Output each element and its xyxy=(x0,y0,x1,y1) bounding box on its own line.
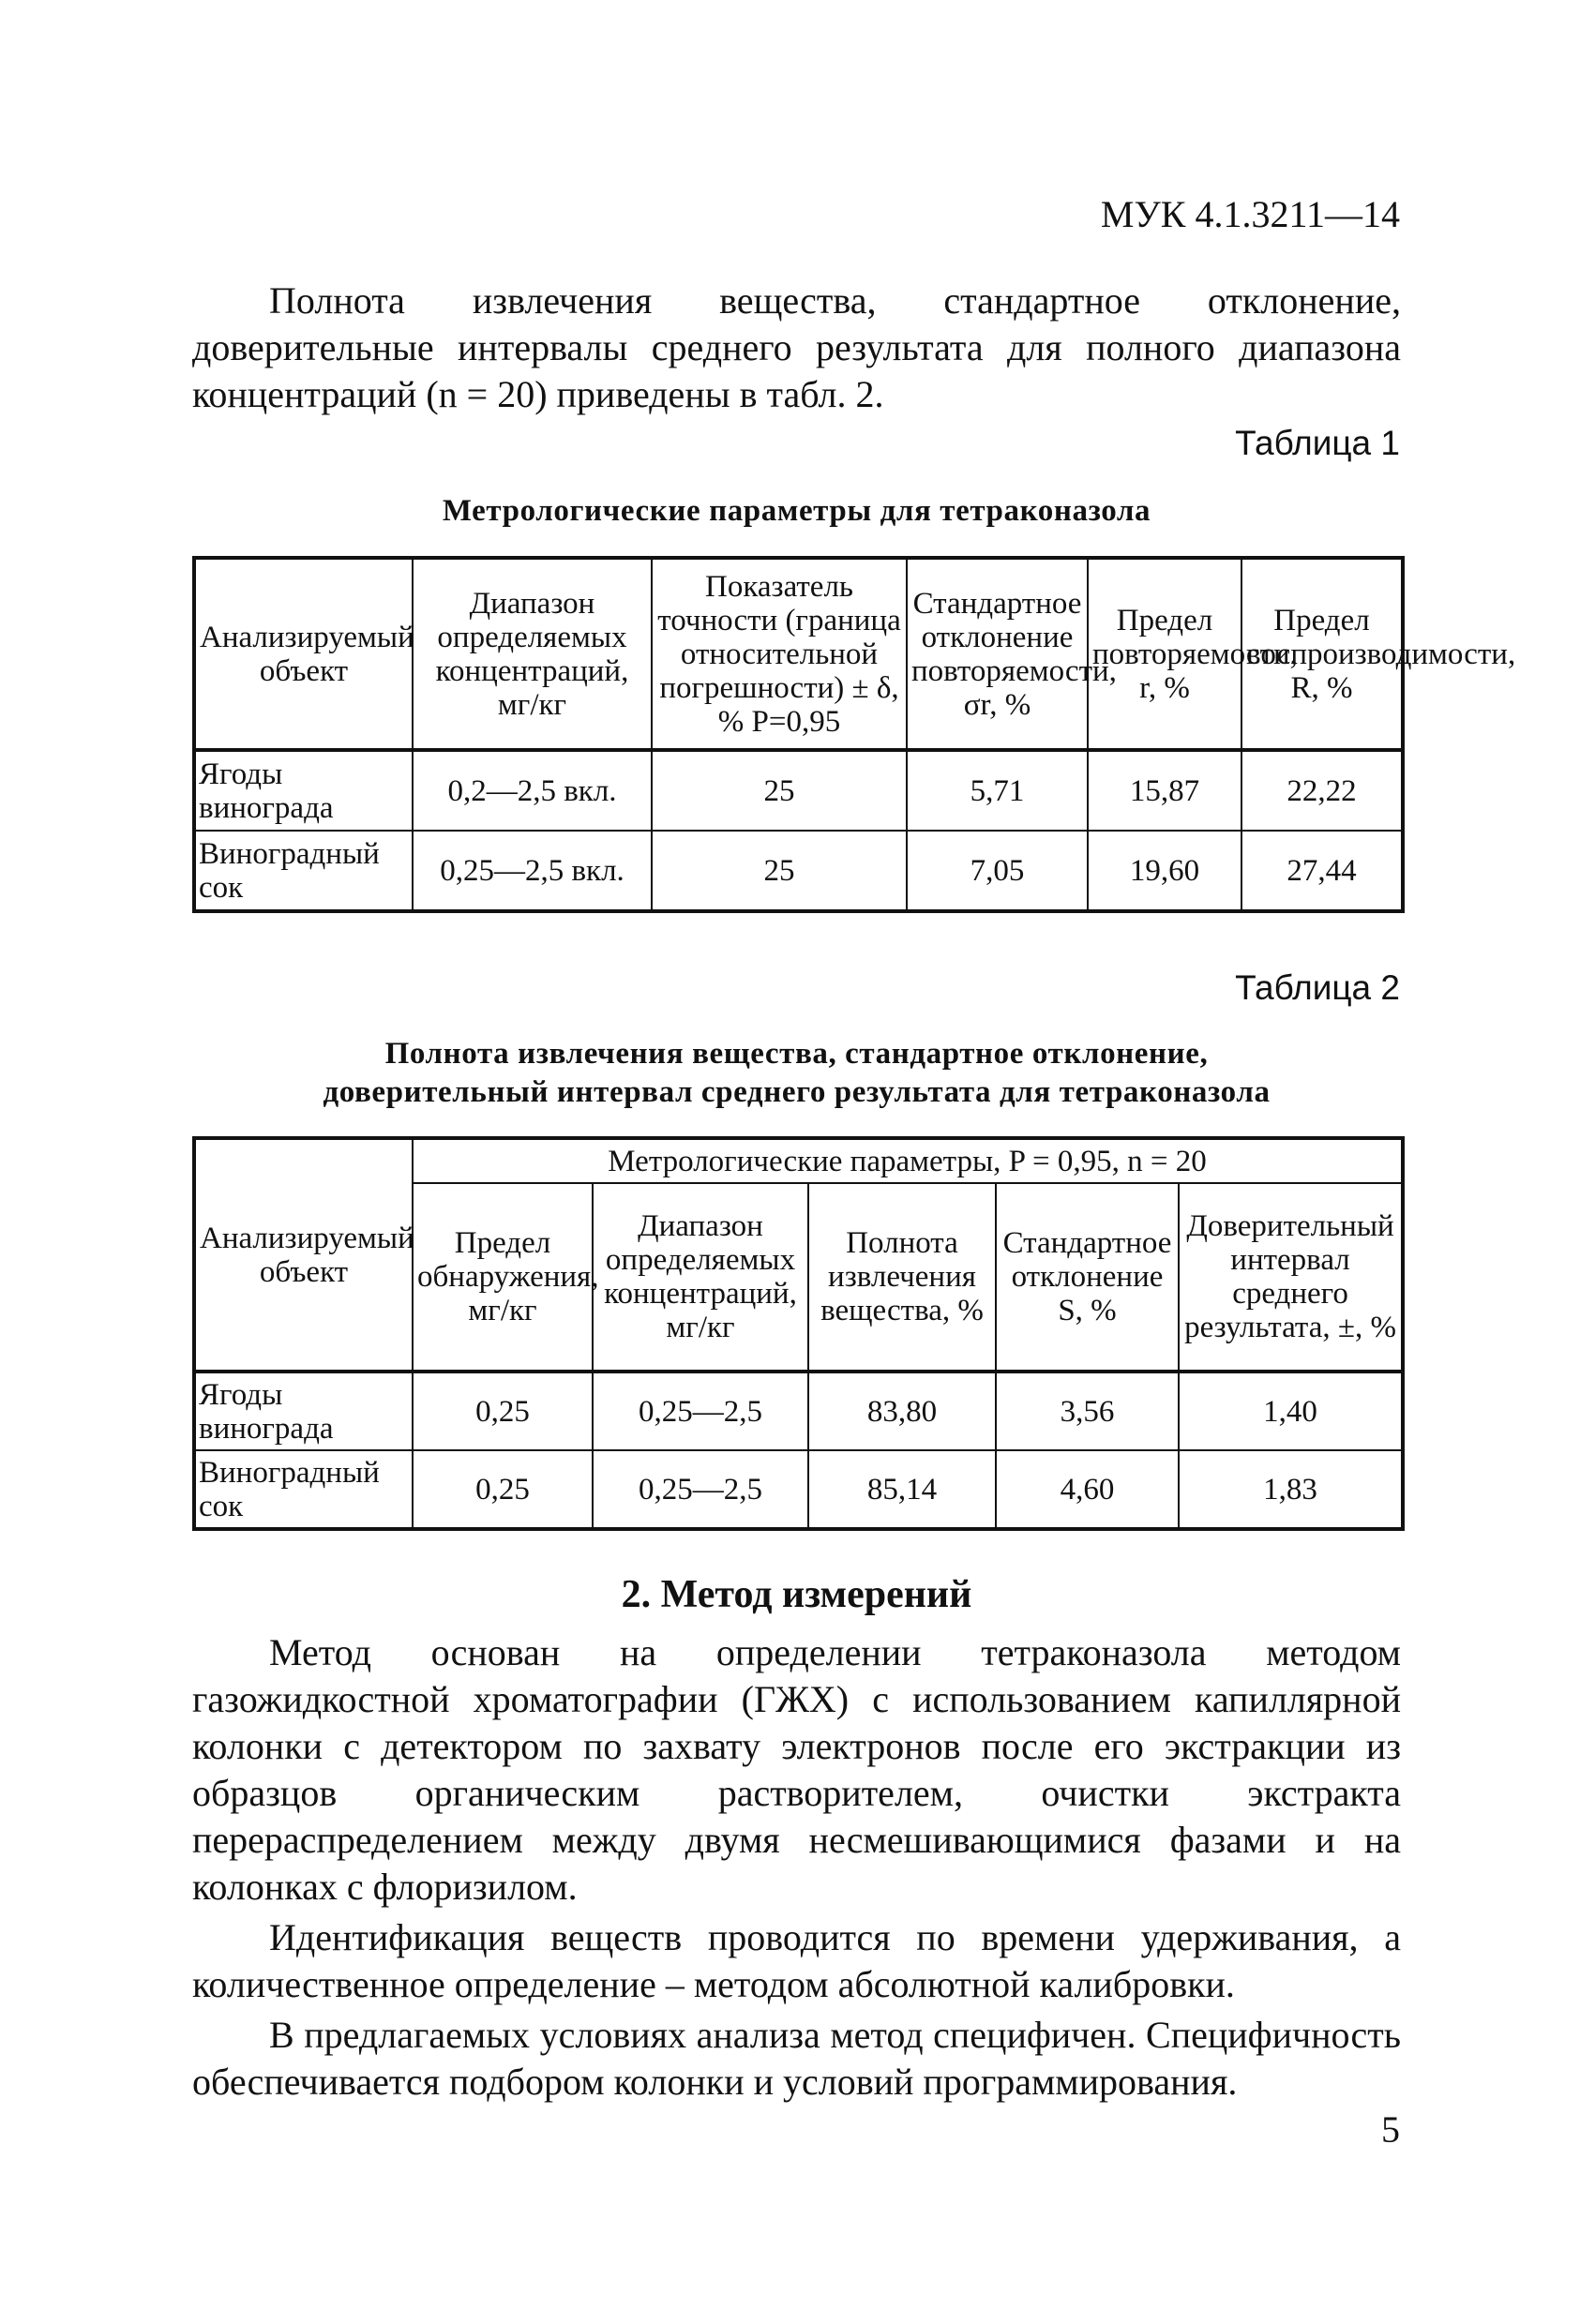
table-row xyxy=(194,750,1403,831)
table-row xyxy=(194,1450,1403,1529)
table1-cell-object: Ягоды винограда xyxy=(194,750,413,831)
identification-paragraph: Идентификация веществ проводится по времени удерживания, а количественное определение – методом абсолютной калибровки. xyxy=(192,1916,1401,2005)
table1-header-row xyxy=(194,558,1403,750)
table1-caption: Таблица 1 xyxy=(1235,424,1400,462)
table2-group-header-row xyxy=(194,1138,1403,1183)
table2-cell-confidence-interval: 1,83 xyxy=(1179,1450,1403,1529)
table2-recovery-parameters xyxy=(192,1136,1405,1531)
table2-title-line2: доверительный интервал среднего результата для тетраконазола xyxy=(323,1075,1271,1109)
table2-cell-recovery: 85,14 xyxy=(808,1450,996,1529)
table2-cell-detection-limit: 0,25 xyxy=(413,1372,593,1450)
table1-cell-std-deviation: 5,71 xyxy=(907,750,1088,831)
table2-header-detection-limit: Предел обнаружения, мг/кг xyxy=(413,1183,593,1372)
table2-header-object: Анализируемый объект xyxy=(194,1138,413,1372)
table2-header-confidence-interval: Доверительный интервал среднего результата, ±, % xyxy=(1179,1183,1403,1372)
table-row xyxy=(194,831,1403,911)
table1-cell-repeatability-limit: 15,87 xyxy=(1088,750,1241,831)
method-paragraph: Метод основан на определении тетраконазола методом газожидкостной хроматографии (ГЖХ) с использованием капиллярной колонки с детектором по захвату электронов после его экстракции из образцов органическим растворителем, очистки экстракта перераспределением между двумя несмешивающимися фазами и на колонках с флоризилом. xyxy=(192,1631,1401,1908)
table1-header-reproducibility-limit: Предел воспроизводимости, R, % xyxy=(1241,558,1403,750)
table1-header-repeatability-limit: Предел повторяемости, r, % xyxy=(1088,558,1241,750)
specificity-paragraph: В предлагаемых условиях анализа метод специфичен. Специфичность обеспечивается подбором колонки и условий программирования. xyxy=(192,2014,1401,2103)
table2-cell-std-deviation: 3,56 xyxy=(996,1372,1179,1450)
table2-cell-range: 0,25—2,5 xyxy=(593,1372,808,1450)
table2-cell-detection-limit: 0,25 xyxy=(413,1450,593,1529)
table1-metrological-parameters xyxy=(192,556,1516,913)
table2-caption: Таблица 2 xyxy=(1235,968,1400,1007)
table2-cell-object: Ягоды винограда xyxy=(194,1372,413,1450)
table2-cell-range: 0,25—2,5 xyxy=(593,1450,808,1529)
table2-cell-confidence-interval: 1,40 xyxy=(1179,1372,1403,1450)
table2-header-recovery: Полнота извлечения вещества, % xyxy=(808,1183,996,1372)
table1-cell-reproducibility-limit: 22,22 xyxy=(1241,750,1403,831)
table2-cell-recovery: 83,80 xyxy=(808,1372,996,1450)
method-body xyxy=(192,1629,1401,2106)
table2-header-range: Диапазон определяемых концентраций, мг/кг xyxy=(593,1183,808,1372)
table2-header-std-deviation: Стандартное отклонение S, % xyxy=(996,1183,1179,1372)
table1-cell-std-deviation: 7,05 xyxy=(907,831,1088,911)
table1-cell-reproducibility-limit: 27,44 xyxy=(1241,831,1403,911)
table1-cell-accuracy: 25 xyxy=(652,750,907,831)
table2-title-line1: Полнота извлечения вещества, стандартное отклонение, xyxy=(384,1037,1209,1071)
table2-group-header: Метрологические параметры, P = 0,95, n = 20 xyxy=(413,1138,1403,1183)
table1-cell-accuracy: 25 xyxy=(652,831,907,911)
section-heading: 2. Метод измерений xyxy=(621,1573,972,1616)
intro-paragraph: Полнота извлечения вещества, стандартное отклонение, доверительные интервалы среднего результата для полного диапазона концентраций (n = 20) приведены в табл. 2. xyxy=(192,279,1401,415)
table1-header-std-deviation: Стандартное отклонение повторяемости, σr, % xyxy=(907,558,1088,750)
table1-cell-range: 0,25—2,5 вкл. xyxy=(413,831,652,911)
table1-header-object: Анализируемый объект xyxy=(194,558,413,750)
document-code: МУК 4.1.3211—14 xyxy=(1100,193,1400,235)
table1-cell-object: Виноградный сок xyxy=(194,831,413,911)
table1-header-range: Диапазон определяемых концентраций, мг/кг xyxy=(413,558,652,750)
table1-cell-range: 0,2—2,5 вкл. xyxy=(413,750,652,831)
table-row xyxy=(194,1372,1403,1450)
table1-title: Метрологические параметры для тетраконазола xyxy=(442,494,1151,528)
page-number: 5 xyxy=(1381,2108,1400,2151)
table1-cell-repeatability-limit: 19,60 xyxy=(1088,831,1241,911)
table2-cell-std-deviation: 4,60 xyxy=(996,1450,1179,1529)
table2-title xyxy=(192,1035,1401,1112)
table2-cell-object: Виноградный сок xyxy=(194,1450,413,1529)
table1-header-accuracy: Показатель точности (граница относительной погрешности) ± δ, % P=0,95 xyxy=(652,558,907,750)
